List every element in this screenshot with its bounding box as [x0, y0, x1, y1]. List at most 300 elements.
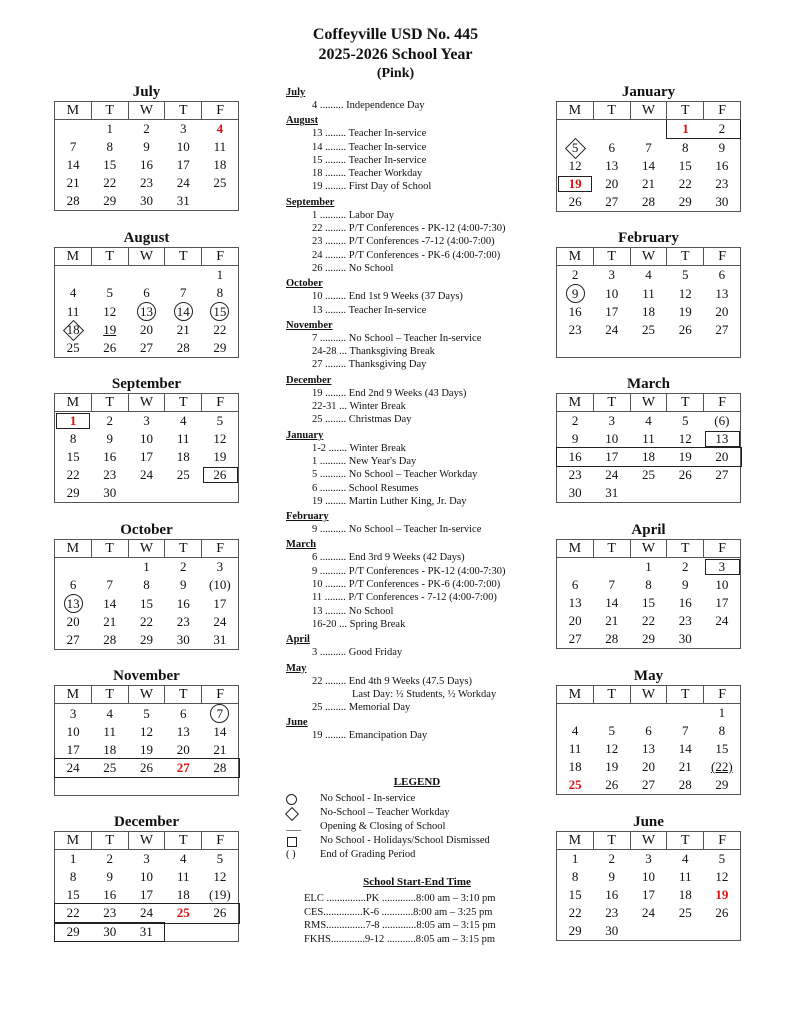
day-cell [202, 138, 239, 156]
day-cell [667, 576, 704, 594]
day-number: 18 [63, 321, 83, 339]
day-number: 28 [678, 777, 692, 792]
schedule-row [286, 933, 548, 947]
weekday-header: T [593, 394, 630, 412]
event-date: 13 ........ [312, 605, 347, 617]
day-cell [165, 631, 202, 650]
day-cell [593, 904, 630, 922]
week-row [55, 923, 239, 942]
day-cell [202, 430, 239, 448]
day-cell [557, 722, 594, 740]
day-number: 4 [216, 121, 224, 136]
day-cell [128, 466, 165, 484]
event-description: Emancipation Day [348, 730, 428, 742]
week-row [557, 722, 741, 740]
day-cell [202, 339, 239, 358]
day-number: 25 [678, 905, 692, 920]
event-month-heading: April [286, 634, 310, 646]
day-cell [593, 630, 630, 649]
week-row [557, 266, 741, 285]
school-schedule [286, 876, 548, 946]
day-cell [91, 266, 128, 285]
day-cell [557, 868, 594, 886]
day-number: 26 [213, 467, 227, 482]
day-number: 20 [66, 614, 80, 629]
day-cell [91, 484, 128, 503]
day-number: 23 [678, 613, 692, 628]
week-row [557, 339, 741, 358]
week-row [55, 302, 239, 321]
event-description: Martin Luther King, Jr. Day [348, 495, 467, 507]
day-cell [165, 594, 202, 613]
day-number: 23 [568, 467, 582, 482]
weekday-header: W [630, 686, 667, 704]
weekday-header: M [55, 102, 92, 120]
day-number: 21 [641, 176, 655, 191]
day-cell [55, 576, 92, 594]
day-cell [202, 868, 239, 886]
day-number: 7 [106, 577, 113, 592]
day-cell [202, 321, 239, 339]
day-cell [667, 430, 704, 448]
day-cell [91, 741, 128, 759]
week-row [557, 193, 741, 212]
week-row [557, 904, 741, 922]
day-cell [704, 430, 741, 448]
day-number: 4 [682, 851, 689, 866]
event-description: End 1st 9 Weeks (37 Days) [348, 291, 463, 303]
day-number: 3 [180, 121, 187, 136]
day-number: 19 [213, 449, 227, 464]
day-number: 16 [103, 887, 117, 902]
event-section [286, 634, 548, 659]
event-section [286, 197, 548, 275]
event-description: P/T Conferences - PK-6 (4:00-7:00) [348, 249, 501, 261]
day-number: 1 [69, 413, 77, 428]
day-cell [630, 139, 667, 158]
day-cell [165, 192, 202, 211]
day-number: 26 [568, 194, 582, 209]
day-number: 11 [568, 741, 582, 756]
day-cell [55, 594, 92, 613]
day-cell [704, 466, 741, 484]
week-row [55, 138, 239, 156]
day-number: 25 [176, 467, 190, 482]
week-row [557, 630, 741, 649]
event-description: Christmas Day [348, 414, 412, 426]
day-number: 13 [568, 595, 582, 610]
event-date: 9 .......... [312, 565, 347, 577]
event-item [286, 235, 548, 248]
day-number: 16 [139, 157, 153, 172]
event-date: 7 .......... [312, 332, 347, 344]
day-number: 27 [176, 760, 190, 775]
month-grid [556, 101, 741, 212]
day-cell [667, 922, 704, 941]
event-description: Independence Day [346, 100, 425, 111]
month-title: January [621, 84, 676, 100]
day-cell [704, 284, 741, 303]
day-cell [593, 139, 630, 158]
event-item [286, 262, 548, 275]
weekday-header: W [630, 540, 667, 558]
day-cell [128, 777, 165, 796]
day-cell [165, 558, 202, 577]
day-cell [128, 266, 165, 285]
weekday-header: W [630, 102, 667, 120]
day-number: 13 [176, 724, 190, 739]
week-row [55, 777, 239, 796]
weekday-header: M [557, 394, 594, 412]
event-item [286, 358, 548, 371]
event-section [286, 320, 548, 372]
day-cell [165, 886, 202, 904]
day-number: 23 [103, 467, 117, 482]
day-number: 12 [213, 431, 227, 446]
day-cell [202, 120, 239, 139]
day-cell [593, 594, 630, 612]
event-description: P/T Conferences - PK-12 (4:00-7:30) [348, 565, 506, 577]
day-number: 11 [213, 139, 227, 154]
day-cell [630, 704, 667, 723]
event-date: 18 ........ [312, 168, 347, 180]
day-cell [202, 192, 239, 211]
day-cell [704, 558, 741, 577]
day-cell [128, 886, 165, 904]
event-date: 13 ........ [312, 304, 347, 316]
day-cell [667, 630, 704, 649]
day-number: 28 [103, 632, 117, 647]
day-cell [91, 284, 128, 302]
day-number: 10 [605, 285, 619, 301]
day-number: 29 [678, 194, 692, 209]
day-number: 2 [106, 413, 113, 428]
day-number: 11 [177, 869, 190, 884]
day-cell [557, 558, 594, 577]
day-cell [593, 157, 630, 175]
day-cell [128, 321, 165, 339]
week-row [55, 339, 239, 358]
day-cell [704, 740, 741, 758]
day-number: 29 [213, 340, 227, 355]
month-april [556, 522, 741, 649]
week-row [557, 776, 741, 795]
event-item [286, 167, 548, 180]
day-number: 8 [645, 577, 652, 592]
day-cell [704, 868, 741, 886]
day-number: 7 [645, 139, 652, 155]
day-number: 31 [176, 193, 190, 208]
week-row [557, 139, 741, 158]
event-month-heading: September [286, 196, 335, 208]
event-description: Teacher In-service [348, 154, 427, 166]
day-number: 30 [176, 632, 190, 647]
day-number: 20 [139, 322, 153, 337]
day-cell [55, 741, 92, 759]
day-number: 6 [718, 267, 726, 282]
weekday-header: T [593, 102, 630, 120]
day-cell [704, 722, 741, 740]
day-number: 15 [678, 158, 692, 173]
week-row [557, 321, 741, 339]
day-cell [128, 138, 165, 156]
month-grid [54, 831, 239, 942]
day-number: 30 [103, 924, 117, 939]
event-date: 24-28 ... [312, 346, 347, 358]
event-description: P/T Conferences - PK-6 (4:00-7:00) [348, 579, 501, 591]
event-description: School Resumes [348, 482, 419, 494]
weekday-header: F [202, 540, 239, 558]
event-description: No School [348, 262, 394, 274]
event-item [286, 141, 548, 154]
day-number: 5 [216, 413, 224, 428]
day-number: 15 [568, 887, 582, 902]
day-cell [202, 741, 239, 759]
day-number: 25 [641, 322, 655, 337]
week-row [55, 723, 239, 741]
event-item [286, 578, 548, 591]
day-cell [667, 412, 704, 431]
day-number: 10 [139, 869, 153, 884]
day-number: 8 [216, 285, 224, 300]
day-cell [128, 192, 165, 211]
month-grid [556, 247, 741, 358]
calendar-subtitle: (Pink) [376, 66, 415, 81]
underline-icon: ___ [286, 821, 301, 832]
day-cell [593, 850, 630, 869]
schedule-row [286, 906, 548, 920]
day-cell [55, 631, 92, 650]
event-date: 22 ........ [312, 675, 347, 687]
month-march [556, 376, 741, 503]
month-title: November [113, 668, 180, 684]
event-item [286, 304, 548, 317]
week-row [557, 922, 741, 941]
day-cell [667, 339, 704, 358]
day-number: 27 [715, 467, 729, 482]
legend-title: LEGEND [393, 776, 441, 788]
week-row [55, 850, 239, 869]
event-item [286, 675, 548, 688]
day-number: 20 [641, 759, 655, 774]
day-cell [704, 303, 741, 321]
day-number: 26 [139, 760, 153, 775]
day-cell [165, 448, 202, 466]
day-cell [202, 759, 239, 777]
day-cell [667, 758, 704, 776]
day-cell [667, 139, 704, 158]
day-cell [557, 484, 594, 503]
weekday-header: W [128, 686, 165, 704]
event-date: 22-31 ... [312, 401, 347, 413]
event-date: 23 ........ [312, 236, 347, 248]
day-number: 4 [180, 413, 187, 428]
schedule-grade: K-6 ............ [362, 906, 414, 918]
event-section [286, 375, 548, 427]
day-cell [630, 303, 667, 321]
weekday-header: W [128, 394, 165, 412]
square-icon [287, 837, 297, 847]
day-cell [557, 412, 594, 431]
day-cell [128, 484, 165, 503]
day-cell [55, 302, 92, 321]
day-number: 18 [641, 449, 655, 464]
event-date: 25 ........ [312, 414, 347, 426]
weekday-header: M [557, 832, 594, 850]
event-item [286, 442, 548, 455]
day-number: 6 [180, 705, 187, 721]
day-number: (6) [714, 413, 730, 428]
day-cell [91, 594, 128, 613]
event-item [286, 482, 548, 495]
event-date: 6 .......... [312, 552, 347, 564]
day-cell [55, 138, 92, 156]
day-cell [630, 321, 667, 339]
day-number: 17 [641, 887, 655, 902]
day-cell [165, 923, 202, 942]
day-cell [55, 904, 92, 923]
day-cell [128, 723, 165, 741]
day-cell [128, 704, 165, 724]
day-cell [91, 156, 128, 174]
weekday-header: F [704, 540, 741, 558]
event-month-heading: May [286, 662, 307, 674]
day-number: 19 [678, 304, 692, 319]
day-cell [557, 740, 594, 758]
day-number: 16 [568, 449, 582, 464]
day-number: 24 [641, 905, 655, 920]
day-cell [630, 193, 667, 212]
day-number: 4 [106, 705, 113, 721]
week-row [557, 412, 741, 431]
day-number: 17 [139, 449, 153, 464]
day-cell [557, 594, 594, 612]
day-cell [593, 740, 630, 758]
schedule-school: CES............... [304, 906, 363, 918]
day-number: 27 [139, 340, 153, 355]
month-title: June [633, 814, 664, 830]
day-number: 21 [213, 742, 227, 757]
day-cell [202, 466, 239, 484]
event-description: Teacher In-service [348, 128, 427, 140]
day-number: 17 [66, 742, 80, 757]
day-number: 29 [139, 632, 153, 647]
day-cell [165, 466, 202, 484]
day-cell [91, 923, 128, 942]
day-number: 26 [103, 340, 117, 355]
day-number: 20 [605, 176, 619, 191]
day-cell [91, 120, 128, 139]
day-number: 1 [571, 851, 579, 866]
event-date: 19 ........ [312, 181, 347, 193]
month-january [556, 84, 741, 212]
day-cell [667, 466, 704, 484]
day-cell [55, 777, 92, 796]
day-cell [165, 430, 202, 448]
month-december [54, 814, 239, 942]
day-cell [202, 923, 239, 942]
day-number: 22 [568, 905, 582, 920]
day-number: 14 [213, 724, 227, 739]
event-item [286, 400, 548, 413]
week-row [557, 484, 741, 503]
day-number: 2 [180, 559, 187, 574]
event-item [286, 591, 548, 604]
day-cell [91, 613, 128, 631]
day-number: 1 [69, 851, 77, 866]
schedule-row [286, 892, 548, 906]
day-cell [667, 266, 704, 285]
weekday-header: T [91, 394, 128, 412]
day-cell [91, 904, 128, 923]
day-cell [557, 850, 594, 869]
weekday-header: F [202, 394, 239, 412]
day-number: 19 [678, 449, 692, 464]
month-grid [54, 101, 239, 211]
event-month-heading: June [286, 717, 308, 729]
week-row [55, 430, 239, 448]
event-date: 1 .......... [312, 209, 347, 221]
legend-item [286, 806, 548, 820]
day-cell [667, 740, 704, 758]
event-section [286, 87, 548, 112]
day-cell [630, 850, 667, 869]
day-cell [202, 631, 239, 650]
day-cell [202, 448, 239, 466]
day-number: 8 [682, 140, 689, 155]
legend-item [286, 792, 548, 806]
diamond-icon [285, 807, 299, 821]
day-number: 23 [103, 905, 117, 920]
day-number: 25 [176, 905, 190, 921]
day-cell [91, 302, 128, 321]
day-number: 12 [103, 303, 117, 319]
day-cell [128, 594, 165, 613]
day-cell [704, 484, 741, 503]
event-month-heading: February [286, 511, 329, 523]
weekday-header: W [128, 540, 165, 558]
weekday-header: T [91, 102, 128, 120]
day-number: 23 [176, 614, 190, 629]
event-item [286, 523, 548, 536]
day-cell [667, 303, 704, 321]
day-number: 3 [69, 705, 77, 721]
day-number: 17 [213, 595, 227, 611]
day-cell [55, 558, 92, 577]
week-row [55, 741, 239, 759]
day-number: 16 [176, 595, 190, 611]
weekday-header: T [667, 832, 704, 850]
day-number: 6 [645, 723, 652, 738]
day-number: 9 [682, 577, 689, 592]
week-row [55, 284, 239, 302]
day-cell [557, 904, 594, 922]
event-item [286, 729, 548, 742]
day-number: 12 [139, 724, 153, 739]
day-cell [557, 630, 594, 649]
day-cell [55, 339, 92, 358]
day-cell [704, 448, 741, 466]
schedule-title: School Start-End Time [363, 876, 471, 888]
day-number: 5 [608, 723, 615, 738]
day-number: 25 [568, 777, 582, 792]
day-cell [704, 139, 741, 158]
week-row [557, 284, 741, 303]
event-section [286, 539, 548, 631]
day-number: 12 [715, 869, 729, 884]
day-number: 31 [605, 485, 619, 500]
event-item [286, 127, 548, 140]
